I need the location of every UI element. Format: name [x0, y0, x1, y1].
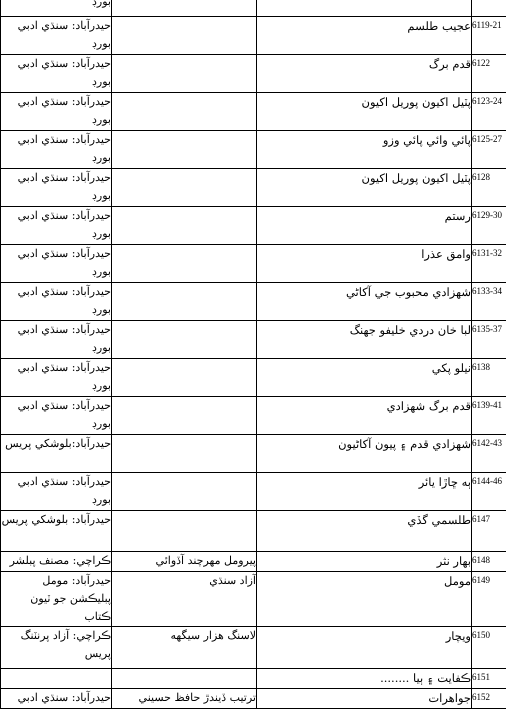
number-cell: 6151 [472, 669, 506, 689]
author-cell [112, 131, 257, 169]
table-row [1, 669, 506, 689]
author-cell [112, 93, 257, 131]
table-row [1, 131, 506, 169]
number-cell: 6152 [472, 689, 506, 709]
author-cell [112, 511, 257, 552]
number-cell: 6131-32 [472, 245, 506, 283]
title-cell: ٻه ڇاڙا يائر [257, 473, 472, 511]
publisher-cell: حيدرآباد: سنڌي ادبي بورڊ [1, 93, 112, 131]
author-cell: آزاد سنڌي [112, 572, 257, 627]
number-cell: 6135-37 [472, 321, 506, 359]
title-cell: رستم [257, 207, 472, 245]
publisher-cell: حيدرآباد: سنڌي ادبي بورڊ [1, 55, 112, 93]
number-cell: 6150 [472, 627, 506, 669]
author-cell [112, 435, 257, 473]
publisher-cell: حيدرآباد: مومل پبليڪشن جو ٽيون ڪتاب [1, 572, 112, 627]
table-row [1, 283, 506, 321]
number-cell: 6147 [472, 511, 506, 552]
table-row [1, 473, 506, 511]
number-cell: 6142-43 [472, 435, 506, 473]
title-cell: شهزادي محبوب جي آکاڻي [257, 283, 472, 321]
publisher-cell: حيدرآباد: سنڌي ادبي بورڊ [1, 397, 112, 435]
author-cell: ترتيب ڏيندڙ حافظ حسيني [112, 689, 257, 709]
table-row [1, 245, 506, 283]
table-row [1, 511, 506, 552]
publisher-cell: حيدرآباد: سنڌي ادبي بورڊ [1, 473, 112, 511]
title-cell: طلسمي گڏي [257, 511, 472, 552]
publisher-cell: حيدرآباد: سنڌي ادبي بورڊ [1, 131, 112, 169]
title-cell: مومل [257, 572, 472, 627]
publisher-cell: حيدرآباد: سنڌي ادبي بورڊ [1, 245, 112, 283]
publisher-cell: حيدرآباد: سنڌي ادبي بورڊ [1, 207, 112, 245]
title-cell: شهزادي قدم ۽ پيون آکاڻيون [257, 435, 472, 473]
table-row [1, 572, 506, 627]
number-cell [472, 0, 506, 17]
publisher-cell: ڪراچي: مصنف پبلشر [1, 552, 112, 572]
author-cell [112, 473, 257, 511]
title-cell: جواهرات [257, 689, 472, 709]
publisher-cell: حيدرآباد: سنڌي ادبي بورڊ [1, 321, 112, 359]
title-cell: قدم برگ [257, 55, 472, 93]
publisher-cell: حيدرآباد:بلوشکي پريس [1, 435, 112, 473]
table-row [1, 0, 506, 17]
table-row [1, 689, 506, 709]
author-cell [112, 397, 257, 435]
author-cell [112, 245, 257, 283]
author-cell [112, 321, 257, 359]
title-cell: ڪفايت ۽ ٻيا ........ [257, 669, 472, 689]
number-cell: 6133-34 [472, 283, 506, 321]
table-row [1, 359, 506, 397]
title-cell [257, 0, 472, 17]
number-cell: 6129-30 [472, 207, 506, 245]
title-cell: پائي وائي پائي وزو [257, 131, 472, 169]
table-row [1, 321, 506, 359]
publisher-cell: حيدرآباد: سنڌي ادبي [1, 689, 112, 709]
table-row [1, 207, 506, 245]
title-cell: پٽيل اکيون پوريل اکيون [257, 169, 472, 207]
table-row [1, 435, 506, 473]
number-cell: 6139-41 [472, 397, 506, 435]
title-cell: عجيب طلسم [257, 17, 472, 55]
title-cell: لبا خان دردي خليفو جهنگ [257, 321, 472, 359]
table-row [1, 397, 506, 435]
author-cell [112, 669, 257, 689]
table-row [1, 17, 506, 55]
publisher-cell: حيدرآباد: بلوشکي پريس [1, 511, 112, 552]
table-row [1, 93, 506, 131]
title-cell: بهار نثر [257, 552, 472, 572]
number-cell: 6138 [472, 359, 506, 397]
number-cell: 6119-21 [472, 17, 506, 55]
author-cell [112, 207, 257, 245]
publisher-cell: حيدرآباد: سنڌي ادبي بورڊ [1, 359, 112, 397]
publisher-cell: حيدرآباد: سنڌي ادبي بورڊ [1, 17, 112, 55]
author-cell: پيرومل مهرچند آڏوائي [112, 552, 257, 572]
table-row [1, 627, 506, 669]
title-cell: پٽيل اکيون پوريل اکيون [257, 93, 472, 131]
publisher-cell [1, 669, 112, 689]
title-cell: نيلو پکي [257, 359, 472, 397]
number-cell: 6123-24 [472, 93, 506, 131]
publisher-cell: حيدرآباد: سنڌي ادبي بورڊ [1, 169, 112, 207]
author-cell [112, 0, 257, 17]
title-cell: وامق عذرا [257, 245, 472, 283]
number-cell: 6149 [472, 572, 506, 627]
author-cell [112, 55, 257, 93]
author-cell [112, 283, 257, 321]
author-cell [112, 359, 257, 397]
author-cell: لاسنگ هزار سيگهه [112, 627, 257, 669]
publisher-cell: حيدرآباد: سنڌي ادبي بورڊ [1, 283, 112, 321]
table-row [1, 55, 506, 93]
number-cell: 6144-46 [472, 473, 506, 511]
author-cell [112, 17, 257, 55]
number-cell: 6148 [472, 552, 506, 572]
table-row [1, 169, 506, 207]
number-cell: 6125-27 [472, 131, 506, 169]
title-cell: ويچار [257, 627, 472, 669]
number-cell: 6128 [472, 169, 506, 207]
publisher-cell: بورڊ [1, 0, 112, 17]
catalog-rows [1, 0, 506, 709]
author-cell [112, 169, 257, 207]
number-cell: 6122 [472, 55, 506, 93]
table-row [1, 552, 506, 572]
title-cell: قدم برگ شهزادي [257, 397, 472, 435]
publisher-cell: ڪراچي: آزاد پرنٽنگ پريس [1, 627, 112, 669]
